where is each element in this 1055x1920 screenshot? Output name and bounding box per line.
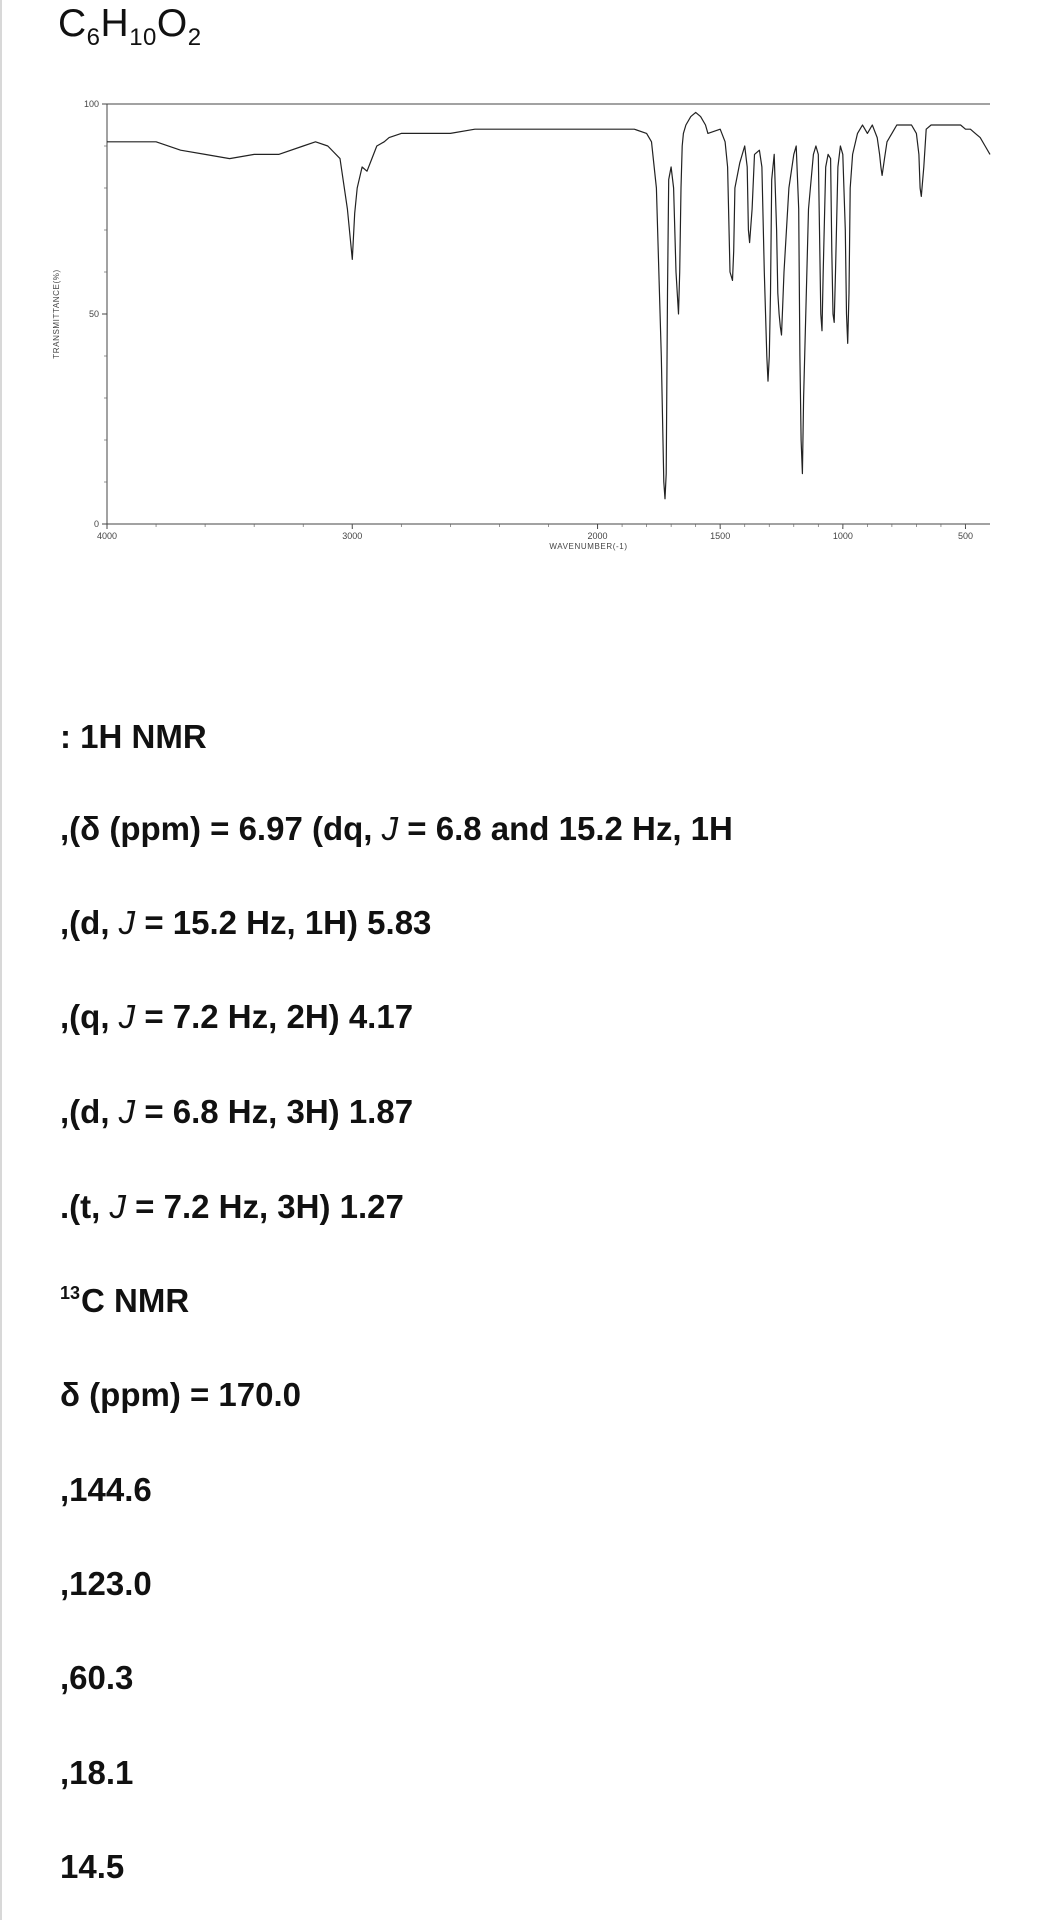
- transmittance-series-line: [107, 112, 990, 498]
- y-axis-title: TRANSMITTANCE(%): [52, 269, 61, 359]
- c-nmr-line-5: ,18.1: [60, 1754, 134, 1791]
- c-nmr-line-3: ,123.0: [60, 1565, 152, 1602]
- h-nmr-line-1: [60, 812, 733, 845]
- h-nmr-line-4: [60, 1095, 413, 1128]
- formula-oxygen-count: 2: [187, 24, 202, 51]
- h-nmr-line-1-b: = 6.8 and 15.2 Hz, 1H: [398, 810, 733, 847]
- formula-carbon: C: [58, 2, 87, 45]
- formula-hydrogen-count: 10: [129, 24, 157, 51]
- c-nmr-line-6: 14.5: [60, 1848, 125, 1885]
- h-nmr-line-5: [60, 1190, 404, 1223]
- h-nmr-line-3-b: = 7.2 Hz, 2H) 4.17: [135, 998, 414, 1035]
- h-nmr-line-2-j: J: [118, 904, 136, 941]
- x-tick-label: 3000: [342, 531, 363, 541]
- h-nmr-line-3: [60, 1000, 413, 1033]
- h-nmr-heading: : 1H NMR: [60, 718, 207, 755]
- formula-carbon-count: 6: [86, 24, 101, 51]
- x-axis-title: WAVENUMBER(-1): [549, 542, 628, 551]
- c-nmr-line-2: ,144.6: [60, 1471, 152, 1508]
- c-nmr-heading-text: C NMR: [81, 1282, 190, 1319]
- h-nmr-line-5-a: .(t,: [60, 1188, 110, 1225]
- x-tick-label: 4000: [96, 531, 118, 541]
- y-tick-label: 100: [83, 99, 99, 109]
- y-tick-label: 0: [93, 519, 99, 529]
- h-nmr-line-2-a: ,(d,: [60, 904, 119, 941]
- x-tick-label: 500: [957, 531, 973, 541]
- formula-oxygen: O: [156, 2, 188, 45]
- h-nmr-line-3-a: ,(q,: [60, 998, 119, 1035]
- x-tick-label: 1500: [710, 531, 731, 541]
- ir-spectrum-svg: [40, 88, 1000, 558]
- h-nmr-line-5-b: = 7.2 Hz, 3H) 1.27: [125, 1188, 404, 1225]
- ir-spectrum-chart: [40, 88, 1000, 558]
- h-nmr-line-1-a: ,(δ (ppm) = 6.97 (dq,: [60, 810, 382, 847]
- h-nmr-line-5-j: J: [109, 1188, 126, 1225]
- c-nmr-line-1: δ (ppm) = 170.0: [60, 1376, 302, 1413]
- page-left-border: [0, 0, 2, 1920]
- h-nmr-line-4-b: = 6.8 Hz, 3H) 1.87: [135, 1093, 414, 1130]
- c-nmr-isotope: 13: [60, 1283, 81, 1303]
- h-nmr-line-3-j: J: [118, 998, 136, 1035]
- x-tick-label: 2000: [587, 531, 608, 541]
- y-tick-label: 50: [88, 309, 99, 319]
- molecular-formula: [58, 2, 202, 51]
- h-nmr-line-2: [60, 906, 431, 939]
- x-tick-label: 1000: [832, 531, 853, 541]
- formula-hydrogen: H: [100, 2, 130, 45]
- c-nmr-heading: [60, 1284, 189, 1317]
- h-nmr-line-2-b: = 15.2 Hz, 1H) 5.83: [135, 904, 432, 941]
- c-nmr-line-4: ,60.3: [60, 1659, 134, 1696]
- h-nmr-line-1-j: J: [381, 810, 399, 847]
- h-nmr-line-4-j: J: [118, 1093, 136, 1130]
- h-nmr-line-4-a: ,(d,: [60, 1093, 119, 1130]
